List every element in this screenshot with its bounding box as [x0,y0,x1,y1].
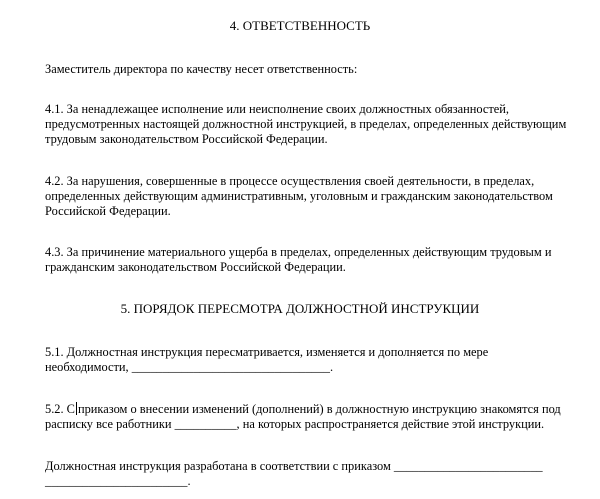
item-4-3-line-2: гражданским законодательством Российской Федерации. [45,260,346,274]
item-5-2-line-1-start: 5.2. С [45,402,75,416]
intro-line: Заместитель директора по качеству несет ответственность: [45,62,358,76]
section-4-heading: 4. ОТВЕТСТВЕННОСТЬ [229,18,371,33]
item-5-1 [45,345,585,375]
item-5-2-line-2: расписку все работники __________, на которых распространяется действие этой инструкции. [45,417,545,431]
footer-line-2: _______________________. [45,474,191,488]
item-5-1-line-1: 5.1. Должностная инструкция пересматривается, изменяется и дополняется по мере [45,345,489,359]
item-5-2-line-1-end: приказом о внесении изменений (дополнений) в должностную инструкцию знакомятся под [77,402,561,416]
item-4-2-line-2: определенных действующим административным, уголовным и гражданским законодательством [45,189,553,203]
item-5-2 [45,402,585,432]
item-5-1-line-2: необходимости, ________________________________. [45,360,334,374]
footer-note [45,459,585,489]
item-4-3 [45,245,585,275]
section-4-intro [45,62,585,77]
item-4-2-line-3: Российской Федерации. [45,204,171,218]
item-4-2 [45,174,585,219]
item-4-1-line-3: трудовым законодательством Российской Федерации. [45,132,328,146]
item-4-1-line-2: предусмотренных настоящей должностной инструкцией, в пределах, определенных действующим [45,117,567,131]
text-cursor [76,402,77,415]
item-4-3-line-1: 4.3. За причинение материального ущерба в пределах, определенных действующим трудовым и [45,245,552,259]
item-4-1-line-1: 4.1. За ненадлежащее исполнение или неисполнение своих должностных обязанностей, [45,102,509,116]
footer-line-1: Должностная инструкция разработана в соответствии с приказом ________________________ [45,459,543,473]
section-5-heading: 5. ПОРЯДОК ПЕРЕСМОТРА ДОЛЖНОСТНОЙ ИНСТРУКЦИИ [120,301,480,316]
item-4-2-line-1: 4.2. За нарушения, совершенные в процессе осуществления своей деятельности, в пределах, [45,174,535,188]
item-4-1 [45,102,585,147]
item-5-2-line-1 [45,402,585,417]
